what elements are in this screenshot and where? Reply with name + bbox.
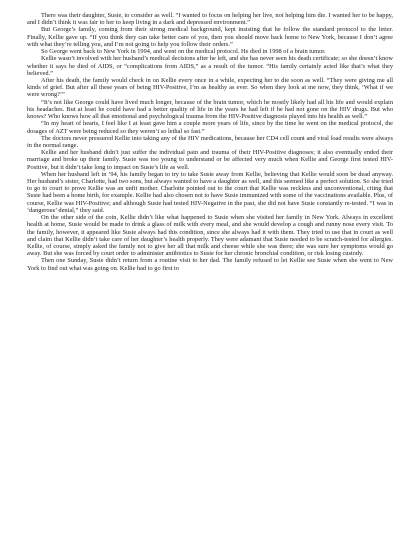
paragraph: “In my heart of hearts, I feel like I at least gave him a couple more years of life, since by the time he went on the medical protocol, the dosages of AZT were being reduced so they weren’t so lethal so fast.” xyxy=(27,120,393,135)
paragraph: The doctors never pressured Kellie into taking any of the HIV medications, because her CD4 cell count and viral load results were always in the normal range. xyxy=(27,134,393,149)
paragraph: But George’s family, coming from their strong medical background, kept insisting that he follow the standard protocol to the letter. Finally, Kellie gave up. “If you think they can take better care of you, then you should move back home to New York, because I don’t agree with what they’re telling you, and I’m not going to help you follow their orders.” xyxy=(27,26,393,48)
paragraph: There was their daughter, Susie, to consider as well. “I wanted to focus on helping her live, not helping him die. I wanted her to be happy, and I didn’t think it was fair to her to keep living in a dark and depressed environment.” xyxy=(27,12,393,27)
paragraph: Kellie wasn’t involved with her husband’s medical decisions after he left, and she has never seen his death certificate; so she doesn’t know whether it says he died of AIDS, or “complications from AIDS,” as a result of the tumor. “His family certainly acted like that’s what they believed.” xyxy=(27,55,393,77)
paragraph: When her husband left in ’94, his family began to try to take Susie away from Kellie, believing that Kellie would soon be dead anyway. Her husband’s sister, Charlotte, had two sons, but always wanted to have a daughter as well, and this seemed like a perfect solution. So she tried to go to court to prove Kellie was an unfit mother. Charlotte pointed out to the court that Kellie was reckless and unconventional, citing that Susie had been a home birth, for example. Kellie had also chosen not to have Susie immunized with some of the vaccinations available. Plus, of course, Kellie was HIV-Positive; and although Susie had tested HIV-Negative in the past, she did not have Susie constantly re-tested. “I was in ‘dangerous’ denial,” they said. xyxy=(27,170,393,214)
paragraph: Then one Sunday, Susie didn’t return from a routine visit to her dad. The family refused to let Kellie see Susie when she went to New York to find out what was going on. Kellie had to go first to xyxy=(27,257,393,272)
paragraph: Kellie and her husband didn’t just suffer the individual pain and trauma of their HIV-Positive diagnoses; it also eventually ended their marriage and broke up their family. Susie was too young to understand or be affected very much when Kellie and George first tested HIV-Positive, but it didn’t take long to impact on Susie’s life as well. xyxy=(27,149,393,171)
paragraph: After his death, the family would check in on Kellie every once in a while, expecting her to die soon as well. “They were giving me all kinds of grief. But after all these years of being HIV-Positive, I’m as healthy as ever. So when they look at me now, they think, ‘What if we were wrong?’” xyxy=(27,76,393,99)
paragraph: So George went back to New York in 1994, and went on the medical protocol. He died in 1998 of a brain tumor. xyxy=(41,48,326,56)
paragraph: “It’s not like George could have lived much longer, because of the brain tumor, which he mostly likely had all his life and would explain his headaches. But at least he could have had a better quality of life in the years he had left if he had not gone on the HIV drugs. But who knows? Who knows how all that emotional and psychological trauma from the HIV-Positive diagnosis played into his health as well.” xyxy=(27,98,393,121)
paragraph: On the other side of the coin, Kellie didn’t like what happened to Susie when she visited her family in New York. Always in excellent health at home, Susie would be made to drink a glass of milk with every meal, and she would develop a cough and runny nose every visit. To the family, however, it appeared like Susie always had this condition, since she always had it with them. They tried to use that in court as well and claim that Kellie didn’t take care of her daughter’s health properly. They were adamant that Susie needed to be scratch-tested for allergies. Kellie, of course, simply asked the family not to give her all that milk and cheese while she was there; she was sure her symptoms would go away. But she was forced by court order to administer antibiotics to Susie for her chronic bronchial condition, or risk losing custody. xyxy=(27,214,393,258)
